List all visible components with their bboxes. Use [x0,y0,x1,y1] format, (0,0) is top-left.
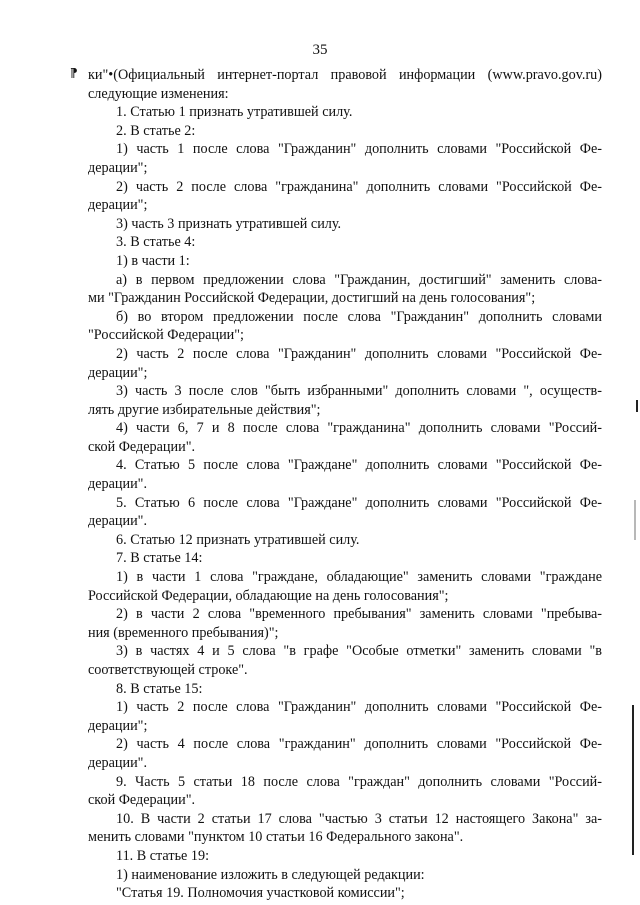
text-line: дерации"; [88,364,148,381]
text-line: "Статья 19. Полномочия участковой комиссии"; [116,885,405,902]
text-line: 11. В статье 19: [116,847,210,864]
text-line: 1. Статью 1 признать утратившей силу. [116,104,353,121]
text-line: 1) наименование изложить в следующей редакции: [116,866,425,883]
text-line: дерации". [88,754,148,771]
text-line: 10. В части 2 статьи 17 слова "частью 3 статьи 12 настоящего Закона" за- [116,810,602,827]
text-line: ки"•(Официальный интернет-портал правовой информации (www.pravo.gov.ru) [88,67,602,83]
text-line: 4. Статью 5 после слова "Граждане" дополнить словами "Российской Фе- [116,457,602,474]
text-line: 2) часть 4 после слова "гражданин" дополнить словами "Российской Фе- [116,736,602,753]
text-line: 3) часть 3 признать утратившей силу. [116,215,342,232]
text-line: б) во втором предложении после слова "Гражданин" дополнить словами [116,308,602,325]
text-line: следующие изменения: [88,85,229,102]
scan-edge-artifact [636,400,638,412]
text-line: соответствующей строке". [88,662,248,678]
text-line: Российской Федерации, обладающие на день голосования"; [88,587,449,604]
margin-mark: ⁋ [70,66,78,80]
text-line: 2) часть 2 после слова "Гражданин" дополнить словами "Российской Фе- [116,345,602,362]
scan-edge-artifact [632,705,634,855]
text-line: ской Федерации". [88,438,196,455]
page-number: 35 [312,42,328,58]
text-line: 1) часть 2 после слова "Гражданин" дополнить словами "Российской Фе- [116,699,602,716]
text-line: лять другие избирательные действия"; [88,401,321,418]
text-line: "Российской Федерации"; [88,327,244,344]
text-line: 2) часть 2 после слова "гражданина" дополнить словами "Российской Фе- [116,178,602,195]
text-line: 8. В статье 15: [116,680,203,697]
text-line: 1) в части 1: [116,252,190,269]
text-line: 3) часть 3 после слов "быть избранными" дополнить словами ", осуществ- [116,383,602,400]
text-line: ской Федерации". [88,792,196,809]
text-line: 9. Часть 5 статьи 18 после слова "граждан" дополнить словами "Россий- [116,773,602,790]
text-line: дерации"; [88,197,148,214]
text-line: 3. В статье 4: [116,234,196,251]
scan-edge-artifact [634,500,636,540]
text-line: а) в первом предложении слова "Гражданин, достигший" заменить слова- [116,271,602,288]
document-body [88,66,602,903]
text-line: дерации"; [88,159,148,176]
text-line: менить словами "пунктом 10 статьи 16 Федерального закона". [88,829,464,846]
text-line: 3) в частях 4 и 5 слова "в графе "Особые отметки" заменить словами "в [116,643,602,660]
text-line: дерации". [88,513,148,530]
text-line: 1) в части 1 слова "граждане, обладающие" заменить словами "граждане [116,569,602,586]
text-line: ми "Гражданин Российской Федерации, достигший на день голосования"; [88,290,536,307]
text-line: ния (временного пребывания)"; [88,624,279,641]
text-line: дерации"; [88,717,148,734]
text-line: 5. Статью 6 после слова "Граждане" дополнить словами "Российской Фе- [116,494,602,511]
text-line: 1) часть 1 после слова "Гражданин" дополнить словами "Российской Фе- [116,141,602,158]
text-line: 6. Статью 12 признать утратившей силу. [116,531,360,548]
text-line: 2) в части 2 слова "временного пребывания" заменить словами "пребыва- [116,606,602,623]
text-line: дерации". [88,476,148,493]
text-line: 2. В статье 2: [116,122,196,139]
text-line: 7. В статье 14: [116,550,203,567]
text-line: 4) части 6, 7 и 8 после слова "гражданина" дополнить словами "Россий- [116,420,602,437]
